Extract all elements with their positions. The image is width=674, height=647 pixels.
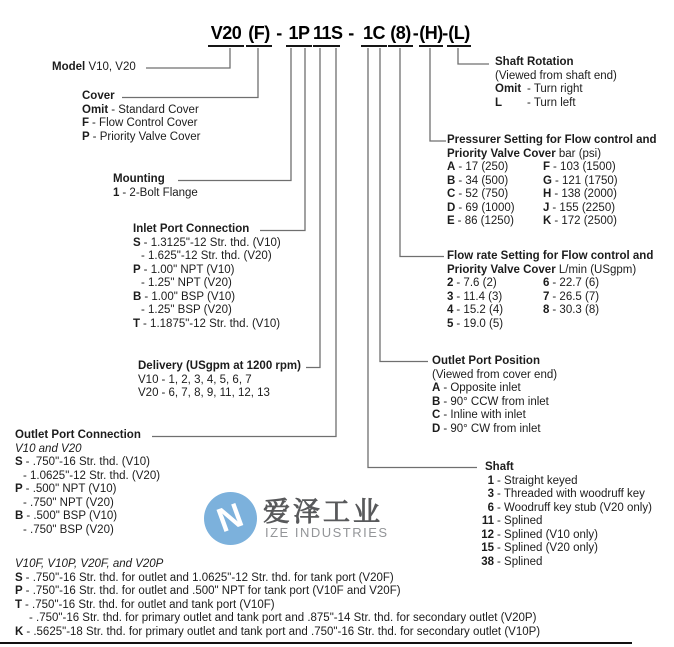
item-code: D (432, 422, 441, 435)
outlet-connection-subhead-fp: V10F, V10P, V20F, and V20P (15, 558, 164, 570)
item-code: B (133, 290, 142, 303)
item-desc: - 22.7 (6) (552, 277, 600, 289)
item-desc: - .750" NPT (V20) (23, 496, 114, 509)
title-segment-cover: (F) (246, 22, 272, 47)
item-code: 4 (447, 304, 454, 316)
item-code: L (495, 96, 503, 109)
item-desc: - 1.25" BSP (V20) (141, 304, 232, 316)
list-item (138, 374, 301, 388)
item-code: 1 (487, 474, 494, 487)
mounting-heading: Mounting (113, 173, 165, 185)
item-code: C (432, 409, 441, 421)
cover-heading: Cover (82, 90, 115, 102)
list-item (543, 318, 671, 332)
line-outlet-position (380, 48, 428, 362)
item-code: H (543, 188, 552, 200)
list-item (477, 529, 652, 543)
item-desc: - .5625"-18 Str. thd. for primary outlet and tank port and .750"-16 Str. thd. for secondary outlet (V10P) (26, 625, 541, 638)
list-item (477, 556, 652, 570)
pressure-unit: bar (psi) (558, 147, 602, 160)
list-item (495, 83, 617, 97)
item-desc: - .750"-16 Str. thd. for outlet and 1.0625"-12 Str. thd. for tank port (V20F) (25, 571, 394, 584)
list-item (15, 470, 160, 484)
item-desc: - 138 (2000) (554, 188, 617, 200)
item-desc: - 1.3125"-12 Str. thd. (V10) (143, 236, 281, 249)
item-desc: - 11.4 (3) (456, 290, 503, 303)
outlet-position-note: (Viewed from cover end) (432, 368, 558, 381)
list-item (432, 423, 557, 437)
list-item (543, 215, 671, 229)
inlet-heading: Inlet Port Connection (133, 223, 250, 235)
list-item (133, 277, 281, 291)
title-separator: - (442, 23, 448, 43)
list-item (133, 237, 281, 251)
list-item (133, 318, 281, 332)
flow-setting-section (447, 250, 671, 331)
item-code: K (15, 625, 24, 638)
flow-heading-line1: Flow rate Setting for Flow control and (447, 250, 654, 262)
item-desc: - 34 (500) (458, 174, 509, 187)
title-segment-shaft-position: 1C (361, 22, 387, 47)
item-code: 3 (487, 488, 494, 500)
line-shaft-rotation (458, 48, 489, 64)
item-desc: - 69 (1000) (458, 201, 515, 214)
item-desc: - Splined (V20 only) (497, 542, 598, 554)
list-item (543, 188, 671, 202)
list-item (113, 187, 198, 201)
item-desc: - 1.00" NPT (V10) (143, 263, 235, 276)
item-desc: - .750"-16 Str. thd. (V10) (25, 456, 150, 468)
item-desc: - 1.00" BSP (V10) (144, 290, 236, 303)
item-code: S (15, 571, 23, 584)
item-code: 5 (447, 317, 454, 330)
list-item (15, 524, 160, 538)
list-item (15, 456, 160, 470)
list-item (477, 488, 652, 502)
item-desc: - 1.625"-12 Str. thd. (V20) (141, 250, 272, 262)
title-separator: - (348, 23, 354, 43)
item-code: F (82, 117, 90, 129)
bottom-rule (0, 642, 632, 644)
item-desc: - .500" BSP (V10) (26, 510, 118, 522)
list-item (543, 161, 671, 175)
item-desc: - 19.0 (5) (456, 317, 504, 330)
item-desc: - 86 (1250) (457, 215, 514, 227)
list-item (138, 387, 301, 401)
list-item (477, 542, 652, 556)
item-desc: - .750"-16 Str. thd. for outlet and tank port (V10F) (25, 598, 275, 611)
item-desc: - 17 (250) (458, 161, 509, 173)
shaft-rotation-note: (Viewed from shaft end) (495, 69, 617, 82)
list-item (447, 161, 543, 175)
item-code: 7 (543, 290, 550, 303)
item-code: D (447, 201, 456, 214)
line-inlet (260, 48, 305, 231)
list-item (543, 277, 671, 291)
list-item (447, 202, 543, 216)
item-desc: - 155 (2250) (552, 201, 616, 214)
item-code: K (543, 215, 552, 227)
shaft-rotation-section (495, 56, 617, 110)
list-item (477, 475, 652, 489)
outlet-connection-subhead-v10-v20: V10 and V20 (15, 442, 82, 455)
list-item (15, 626, 540, 640)
list-item (82, 117, 200, 131)
item-desc: - Turn right (527, 83, 583, 95)
item-code: S (15, 456, 23, 468)
item-desc: - 1.1875"-12 Str. thd. (V10) (143, 317, 281, 330)
pressure-heading-line1: Pressurer Setting for Flow control and (447, 134, 657, 146)
list-item (15, 483, 160, 497)
list-item (15, 497, 160, 511)
item-code: P (15, 483, 23, 495)
item-desc: - Inline with inlet (443, 409, 526, 421)
item-desc: - Flow Control Cover (92, 117, 198, 129)
list-item (133, 250, 281, 264)
item-code: G (543, 174, 552, 187)
item-code: A (447, 161, 456, 173)
line-pressure-setting (430, 48, 446, 141)
model-label: Model (52, 61, 86, 73)
item-desc: - Threaded with woodruff key (497, 488, 645, 500)
item-code: C (447, 188, 456, 200)
item-desc: - 1.0625"-12 Str. thd. (V20) (23, 469, 161, 482)
item-desc: - 30.3 (8) (552, 304, 600, 316)
logo-letter: N (212, 495, 249, 541)
outlet-connection-heading: Outlet Port Connection (15, 429, 141, 441)
item-code: P (82, 130, 90, 143)
item-code: 11 (481, 515, 494, 527)
logo-english-text: IZE INDUSTRIES (265, 525, 389, 540)
item-code: V10 (138, 373, 159, 386)
item-code: J (543, 201, 550, 214)
item-desc: - 1, 2, 3, 4, 5, 6, 7 (161, 373, 252, 386)
item-desc: - 172 (2500) (554, 215, 617, 227)
list-item (133, 291, 281, 305)
flow-unit: L/min (USgpm) (558, 263, 637, 276)
item-code: 1 (113, 186, 120, 199)
title-segment-delivery-outlet: 11S (313, 22, 340, 47)
item-code: A (432, 382, 441, 394)
list-item (477, 515, 652, 529)
inlet-port-section (133, 223, 281, 331)
item-desc: - .750"-16 Str. thd. for primary outlet and tank port and .875"-14 Str. thd. for secondary outlet (V20P) (29, 612, 537, 624)
shaft-heading: Shaft (485, 461, 514, 473)
list-item (477, 502, 652, 516)
pressure-heading-line2: Priority Valve Cover (447, 147, 556, 160)
item-desc: - .750"-16 Str. thd. for outlet and .500" NPT for tank port (V10F and V20F) (25, 585, 401, 597)
item-code: 8 (543, 304, 550, 316)
item-code: 6 (487, 501, 494, 514)
item-desc: - 103 (1500) (553, 161, 616, 173)
item-code: 2 (447, 277, 454, 289)
list-item (15, 599, 540, 613)
list-item (82, 131, 200, 145)
item-desc: - 52 (750) (458, 188, 509, 200)
delivery-heading: Delivery (USgpm at 1200 rpm) (138, 360, 301, 372)
item-desc: - Standard Cover (111, 103, 199, 116)
item-desc: - 26.5 (7) (552, 290, 600, 303)
line-model (146, 48, 230, 68)
list-item (543, 304, 671, 318)
item-desc: - Opposite inlet (443, 382, 521, 394)
title-segment-pressure: (H) (419, 22, 443, 47)
item-code: B (15, 510, 24, 522)
shaft-section (477, 461, 652, 569)
list-item (15, 612, 540, 626)
mounting-section (113, 173, 198, 200)
item-code: 15 (481, 542, 494, 554)
list-item (133, 264, 281, 278)
item-code: 38 (481, 555, 494, 568)
item-desc: - Straight keyed (497, 474, 578, 487)
line-delivery (306, 48, 320, 368)
line-flow-setting (400, 48, 444, 257)
item-desc: - 90° CW from inlet (443, 422, 541, 435)
item-desc: - 90° CCW from inlet (443, 395, 549, 408)
list-item (447, 304, 543, 318)
item-code: Omit (82, 103, 109, 116)
model-section (52, 61, 136, 75)
title-segment-mounting-inlet: 1P (286, 22, 312, 47)
item-code: P (133, 263, 141, 276)
list-item (133, 304, 281, 318)
list-item (447, 175, 543, 189)
list-item (447, 188, 543, 202)
item-code: 12 (481, 528, 494, 541)
list-item (543, 202, 671, 216)
item-desc: - 2-Bolt Flange (122, 186, 198, 199)
title-separator: - (276, 23, 282, 43)
item-desc: - Woodruff key stub (V20 only) (497, 501, 652, 514)
item-desc: - .500" NPT (V10) (25, 483, 117, 495)
item-code: 6 (543, 277, 550, 289)
item-desc: - Splined (497, 515, 543, 527)
title-segment-model: V20 (208, 22, 244, 47)
item-desc: - 121 (1750) (554, 174, 618, 187)
title-separator: - (412, 23, 419, 43)
shaft-rotation-heading: Shaft Rotation (495, 56, 574, 68)
item-desc: - Priority Valve Cover (92, 130, 201, 143)
list-item (447, 318, 543, 332)
item-desc: - 6, 7, 8, 9, 11, 12, 13 (161, 387, 270, 399)
item-desc: - .750" BSP (V20) (23, 523, 114, 536)
list-item (432, 396, 557, 410)
flow-heading-line2: Priority Valve Cover (447, 263, 556, 276)
item-code: Omit (495, 83, 522, 95)
item-code: B (447, 174, 456, 187)
list-item (447, 291, 543, 305)
outlet-position-heading: Outlet Port Position (432, 355, 540, 367)
list-item (15, 572, 540, 586)
item-desc: - 7.6 (2) (456, 277, 497, 289)
ize-logo-icon (204, 492, 257, 545)
delivery-section (138, 360, 301, 401)
list-item (447, 215, 543, 229)
title-segment-rotation: (L) (447, 22, 471, 47)
list-item (432, 382, 557, 396)
item-desc: - Turn left (527, 96, 576, 109)
item-code: F (543, 161, 551, 173)
title-segment-flow: (8) (388, 22, 413, 47)
list-item (15, 510, 160, 524)
logo-chinese-text: 爱泽工业 (263, 497, 383, 527)
list-item (82, 104, 200, 118)
item-code: S (133, 236, 141, 249)
item-code: P (15, 585, 23, 597)
item-desc: - Splined (V10 only) (497, 528, 598, 541)
item-desc: - 1.25" NPT (V20) (141, 277, 232, 289)
list-item (432, 409, 557, 423)
item-desc: - 15.2 (4) (456, 304, 504, 316)
cover-section (82, 90, 200, 144)
list-item (495, 97, 617, 111)
list-item (543, 175, 671, 189)
outlet-connection-section (15, 429, 160, 537)
item-code: 3 (447, 290, 454, 303)
item-code: T (133, 317, 141, 330)
model-value: V10, V20 (88, 61, 136, 73)
list-item (15, 585, 540, 599)
item-code: T (15, 598, 23, 611)
item-code: B (432, 395, 441, 408)
outlet-position-section (432, 355, 557, 436)
item-desc: - Splined (497, 555, 543, 568)
list-item (447, 277, 543, 291)
item-code: E (447, 215, 455, 227)
outlet-connection-fp-section (15, 555, 543, 639)
pressure-setting-section (447, 134, 671, 229)
list-item (543, 291, 671, 305)
item-code: V20 (138, 387, 159, 399)
